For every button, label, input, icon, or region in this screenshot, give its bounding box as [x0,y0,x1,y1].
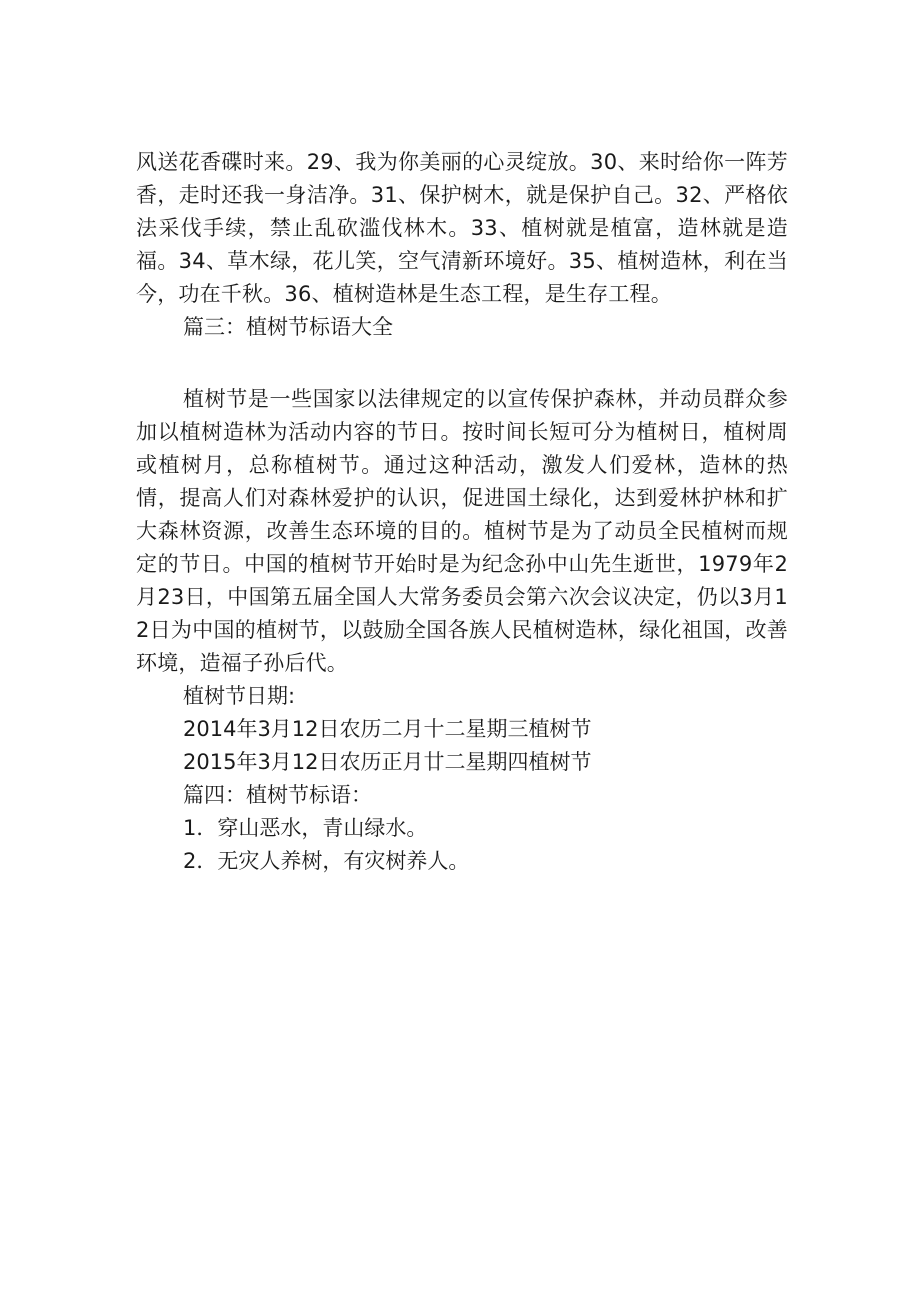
document-content [136,146,788,878]
section3-body: 植树节是一些国家以法律规定的以宣传保护森林，并动员群众参加以植树造林为活动内容的节日。按时间长短可分为植树日，植树周或植树月，总称植树节。通过这种活动，激发人们爱林，造林的热情，提高人们对森林爱护的认识，促进国土绿化，达到爱林护林和扩大森林资源，改善生态环境的目的。植树节是为了动员全民植树而规定的节日。中国的植树节开始时是为纪念孙中山先生逝世，1979年2月23日，中国第五届全国人大常务委员会第六次会议决定，仍以3月12日为中国的植树节，以鼓励全国各族人民植树造林，绿化祖国，改善环境，造福子孙后代。 [136,387,788,675]
dates-heading: 植树节日期: [183,684,296,708]
intro-paragraph: 风送花香碟时来。29、我为你美丽的心灵绽放。30、来时给你一阵芳香，走时还我一身洁净。31、保护树木，就是保护自己。32、严格依法采伐手续，禁止乱砍滥伐林木。33、植树就是植富，造林就是造福。34、草木绿，花儿笑，空气清新环境好。35、植树造林，利在当今，功在千秋。36、植树造林是生态工程，是生存工程。 [136,150,788,306]
date-2014-line: 2014年3月12日农历二月十二星期三植树节 [183,717,592,741]
section3-title: 篇三：植树节标语大全 [183,315,393,339]
slogan-item-2: 2．无灾人养树，有灾树养人。 [183,849,470,873]
date-2015-line: 2015年3月12日农历正月廿二星期四植树节 [183,750,592,774]
section4-title: 篇四：植树节标语： [183,783,372,807]
slogan-item-1: 1．穿山恶水，青山绿水。 [183,816,428,840]
